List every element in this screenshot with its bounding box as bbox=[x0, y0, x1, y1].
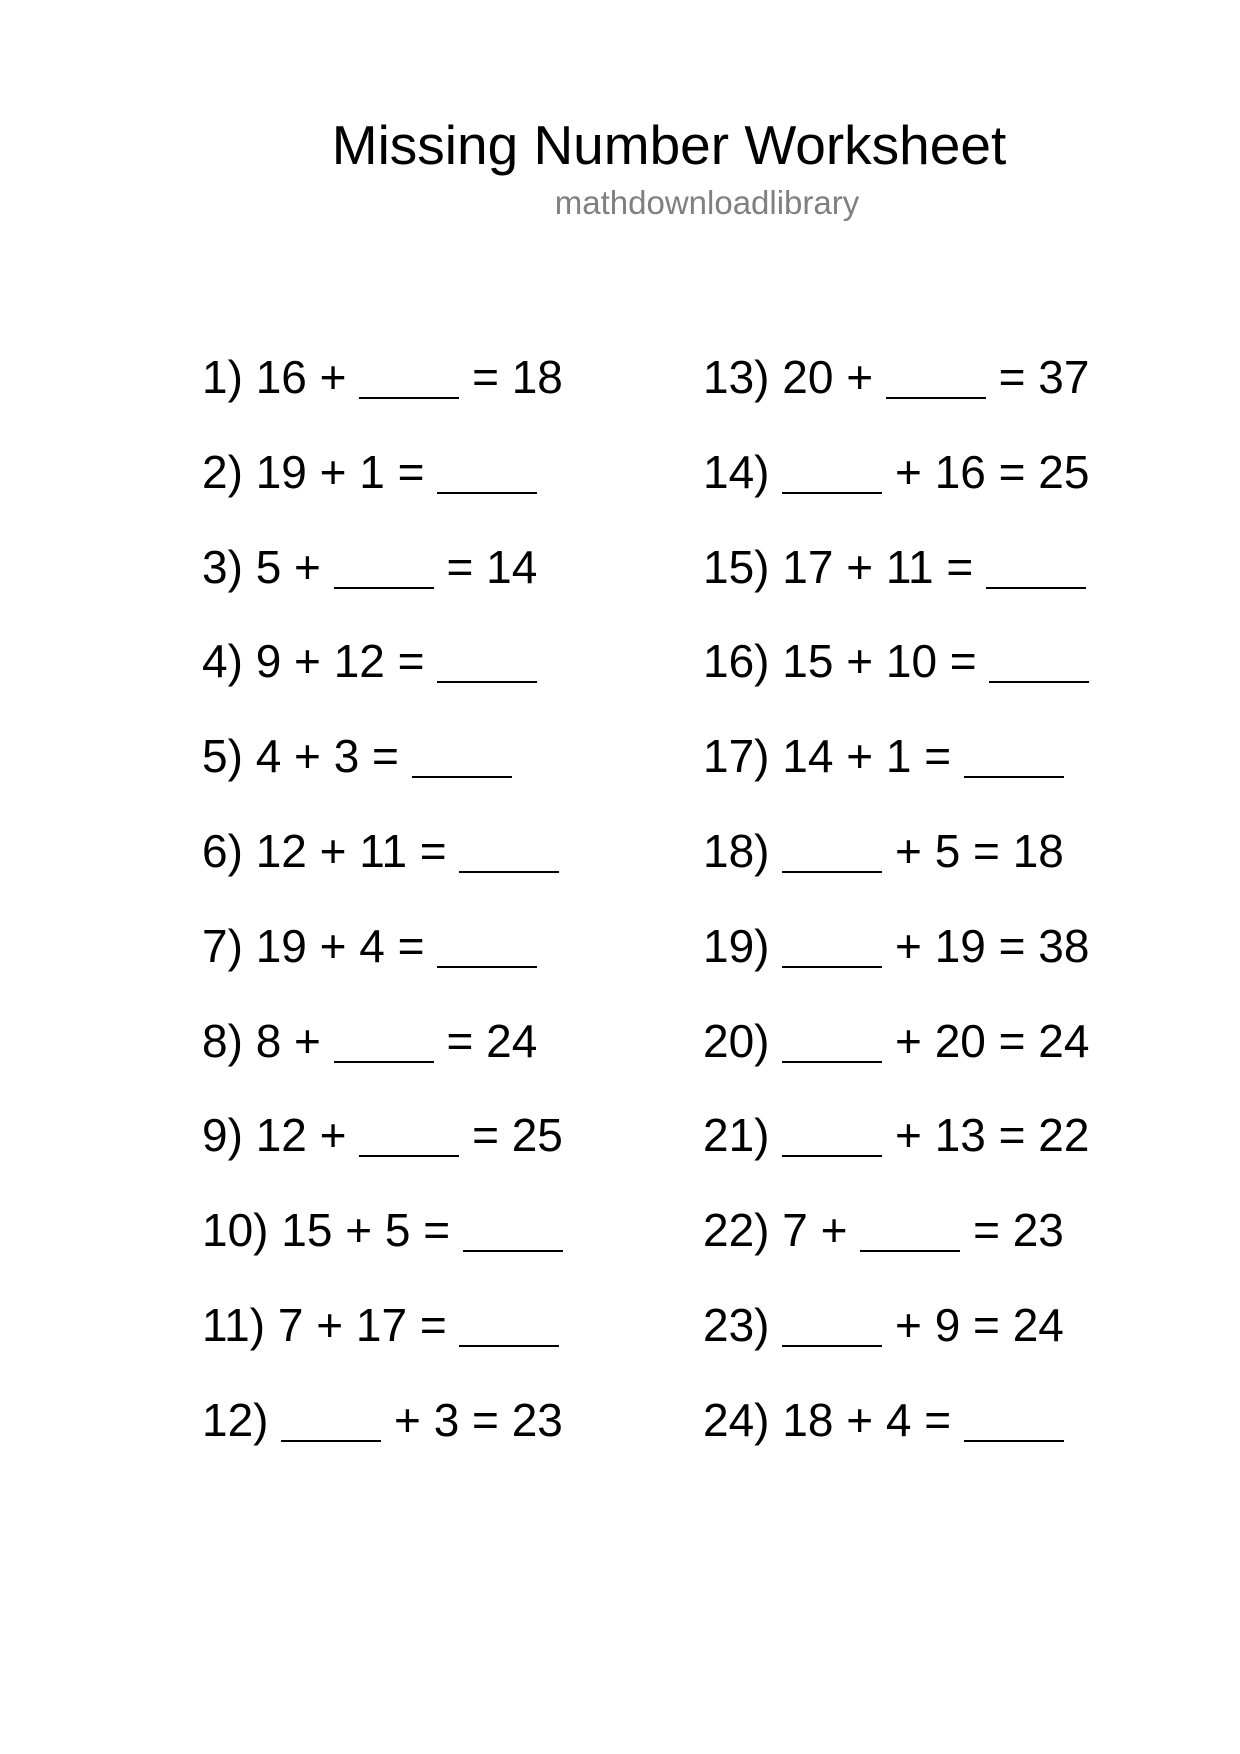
problem-item bbox=[202, 446, 537, 498]
answer-blank[interactable] bbox=[459, 1345, 559, 1347]
answer-blank[interactable] bbox=[463, 1250, 563, 1252]
problem-item bbox=[703, 1299, 1064, 1351]
answer-blank[interactable] bbox=[437, 681, 537, 683]
equation-text: 4 + 3 = bbox=[255, 730, 399, 783]
equation-text: 12 + bbox=[255, 1109, 347, 1162]
answer-blank[interactable] bbox=[437, 492, 537, 494]
answer-blank[interactable] bbox=[986, 587, 1086, 589]
equation-text: = 25 bbox=[472, 1109, 563, 1162]
equation-text: + 19 = 38 bbox=[895, 919, 1090, 972]
problem-number: 6) bbox=[202, 825, 243, 877]
problem-item bbox=[202, 730, 512, 782]
answer-blank[interactable] bbox=[459, 871, 559, 873]
problem-number: 18) bbox=[703, 825, 770, 877]
problem-item bbox=[202, 1299, 559, 1351]
equation-text: + 13 = 22 bbox=[895, 1109, 1090, 1162]
problem-number: 24) bbox=[703, 1393, 770, 1446]
equation-text: 16 + bbox=[255, 351, 347, 403]
equation-text: = 37 bbox=[998, 351, 1090, 403]
equation-text: + 20 = 24 bbox=[895, 1014, 1090, 1067]
answer-blank[interactable] bbox=[412, 776, 512, 778]
equation-text: 15 + 5 = bbox=[281, 1204, 451, 1257]
problem-number: 8) bbox=[202, 1014, 243, 1067]
answer-blank[interactable] bbox=[782, 1061, 882, 1063]
problem-item bbox=[703, 1015, 1089, 1067]
problem-item bbox=[703, 541, 1086, 593]
answer-blank[interactable] bbox=[334, 1061, 434, 1063]
equation-text: 12 + 11 = bbox=[255, 825, 447, 877]
equation-text: 8 + bbox=[255, 1014, 321, 1067]
problem-number: 22) bbox=[703, 1204, 770, 1257]
problem-number: 19) bbox=[703, 919, 770, 972]
answer-blank[interactable] bbox=[334, 587, 434, 589]
equation-text: = 14 bbox=[446, 540, 538, 593]
worksheet-subtitle: mathdownloadlibrary bbox=[554, 184, 860, 221]
worksheet-title: Missing Number Worksheet bbox=[331, 114, 1007, 176]
problem-item bbox=[202, 1204, 563, 1256]
answer-blank[interactable] bbox=[964, 776, 1064, 778]
problem-number: 15) bbox=[703, 540, 770, 593]
problem-item bbox=[202, 541, 537, 593]
problem-item bbox=[703, 1394, 1064, 1446]
equation-text: 14 + 1 = bbox=[782, 730, 952, 783]
answer-blank[interactable] bbox=[281, 1440, 381, 1442]
equation-text: 17 + 11 = bbox=[782, 540, 974, 593]
answer-blank[interactable] bbox=[782, 1155, 882, 1157]
problem-item bbox=[202, 1109, 563, 1161]
equation-text: 9 + 12 = bbox=[255, 635, 425, 688]
equation-text: 7 + 17 = bbox=[277, 1299, 447, 1351]
answer-blank[interactable] bbox=[989, 681, 1089, 683]
answer-blank[interactable] bbox=[860, 1250, 960, 1252]
problem-number: 10) bbox=[202, 1204, 269, 1257]
equation-text: 19 + 4 = bbox=[255, 919, 425, 972]
problem-number: 13) bbox=[703, 351, 770, 403]
problem-item bbox=[703, 825, 1064, 877]
problem-number: 12) bbox=[202, 1393, 269, 1446]
equation-text: + 3 = 23 bbox=[394, 1393, 563, 1446]
problem-number: 3) bbox=[202, 540, 243, 593]
problem-item bbox=[703, 446, 1089, 498]
equation-text: + 9 = 24 bbox=[895, 1299, 1064, 1351]
answer-blank[interactable] bbox=[886, 397, 986, 399]
equation-text: 7 + bbox=[782, 1204, 848, 1257]
problem-item bbox=[703, 351, 1089, 403]
equation-text: 15 + 10 = bbox=[782, 635, 977, 688]
answer-blank[interactable] bbox=[437, 966, 537, 968]
equation-text: = 18 bbox=[472, 351, 563, 403]
answer-blank[interactable] bbox=[782, 492, 882, 494]
equation-text: 20 + bbox=[782, 351, 874, 403]
problem-item bbox=[202, 920, 537, 972]
equation-text: 19 + 1 = bbox=[255, 445, 425, 498]
problem-item bbox=[703, 730, 1064, 782]
answer-blank[interactable] bbox=[782, 966, 882, 968]
equation-text: = 24 bbox=[446, 1014, 538, 1067]
problem-number: 5) bbox=[202, 730, 243, 783]
problem-number: 21) bbox=[703, 1109, 770, 1162]
problem-number: 14) bbox=[703, 445, 770, 498]
problem-item bbox=[703, 1109, 1089, 1161]
problem-number: 16) bbox=[703, 635, 770, 688]
problem-number: 1) bbox=[202, 351, 243, 403]
equation-text: = 23 bbox=[973, 1204, 1064, 1257]
problem-item bbox=[202, 1015, 537, 1067]
problem-number: 20) bbox=[703, 1014, 770, 1067]
problem-number: 9) bbox=[202, 1109, 243, 1162]
equation-text: 18 + 4 = bbox=[782, 1393, 952, 1446]
equation-text: + 5 = 18 bbox=[895, 825, 1064, 877]
equation-text: 5 + bbox=[255, 540, 321, 593]
answer-blank[interactable] bbox=[359, 397, 459, 399]
problem-number: 23) bbox=[703, 1299, 770, 1351]
problem-item bbox=[703, 920, 1089, 972]
answer-blank[interactable] bbox=[782, 1345, 882, 1347]
problem-item bbox=[703, 635, 1089, 687]
problem-number: 7) bbox=[202, 919, 243, 972]
answer-blank[interactable] bbox=[964, 1440, 1064, 1442]
problem-item bbox=[202, 1394, 563, 1446]
problem-number: 2) bbox=[202, 445, 243, 498]
answer-blank[interactable] bbox=[359, 1155, 459, 1157]
answer-blank[interactable] bbox=[782, 871, 882, 873]
problem-item bbox=[703, 1204, 1064, 1256]
problem-item bbox=[202, 635, 537, 687]
problem-number: 17) bbox=[703, 730, 770, 783]
problem-item bbox=[202, 351, 563, 403]
problem-item bbox=[202, 825, 559, 877]
problem-number: 11) bbox=[202, 1299, 266, 1351]
problem-number: 4) bbox=[202, 635, 243, 688]
equation-text: + 16 = 25 bbox=[895, 445, 1090, 498]
